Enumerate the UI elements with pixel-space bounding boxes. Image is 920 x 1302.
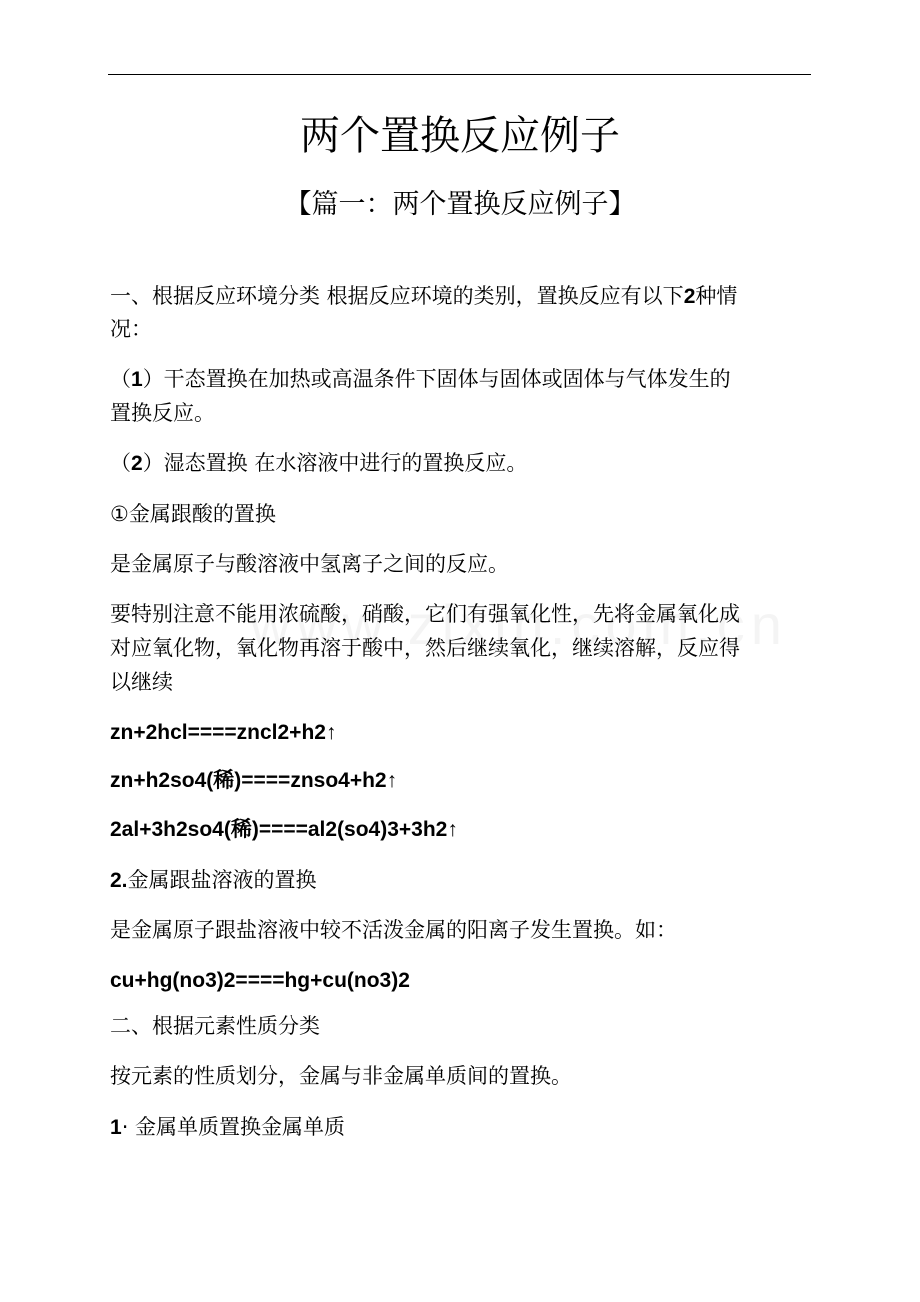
number-run: 2.	[110, 869, 128, 892]
text-run: 一、根据反应环境分类 根据反应环境的类别，置换反应有以下	[110, 284, 684, 308]
formula-line: zn+h2so4(稀)====znso4+h2↑	[110, 769, 398, 792]
formula-line: cu+hg(no3)2====hg+cu(no3)2	[110, 969, 410, 992]
paragraph-line: 对应氧化物，氧化物再溶于酸中，然后继续氧化，继续溶解，反应得	[110, 636, 740, 660]
document-title: 两个置换反应例子	[300, 113, 620, 159]
formula-line: 2al+3h2so4(稀)====al2(so4)3+3h2↑	[110, 818, 458, 841]
paragraph-line: 二、根据元素性质分类	[110, 1014, 320, 1038]
paragraph-line: 以继续	[110, 670, 173, 694]
number-run: 1	[110, 1116, 122, 1139]
paragraph-line: 置换反应。	[110, 401, 215, 425]
text-run: （	[110, 367, 131, 391]
text-run: ）干态置换在加热或高温条件下固体与固体或固体与气体发生的	[142, 367, 731, 391]
paragraph-line: 是金属原子跟盐溶液中较不活泼金属的阳离子发生置换。如：	[110, 918, 677, 942]
paragraph-line	[110, 865, 815, 896]
number-run: 1	[131, 368, 143, 391]
paragraph-line: 要特别注意不能用浓硫酸，硝酸，它们有强氧化性，先将金属氧化成	[110, 602, 740, 626]
text-run: 金属跟盐溶液的置换	[127, 868, 317, 892]
text-run: （	[110, 451, 131, 475]
paragraph-line	[110, 281, 815, 312]
paragraph-line	[110, 364, 815, 395]
paragraph-line	[110, 1112, 815, 1143]
number-run: 2	[131, 452, 143, 475]
paragraph-line: 况：	[110, 317, 152, 341]
text-run: ）湿态置换 在水溶液中进行的置换反应。	[142, 451, 528, 475]
paragraph-line: ①金属跟酸的置换	[110, 502, 276, 526]
paragraph-line: 按元素的性质划分，金属与非金属单质间的置换。	[110, 1064, 572, 1088]
document-subtitle: 【篇一：两个置换反应例子】	[284, 189, 636, 220]
text-run: 种情	[695, 284, 738, 308]
paragraph-line: 是金属原子与酸溶液中氢离子之间的反应。	[110, 552, 509, 576]
header-rule	[108, 74, 811, 75]
formula-line: zn+2hcl====zncl2+h2↑	[110, 721, 337, 744]
number-run: 2	[683, 285, 696, 308]
text-run: · 金属单质置换金属单质	[121, 1115, 346, 1139]
paragraph-line	[110, 448, 815, 479]
